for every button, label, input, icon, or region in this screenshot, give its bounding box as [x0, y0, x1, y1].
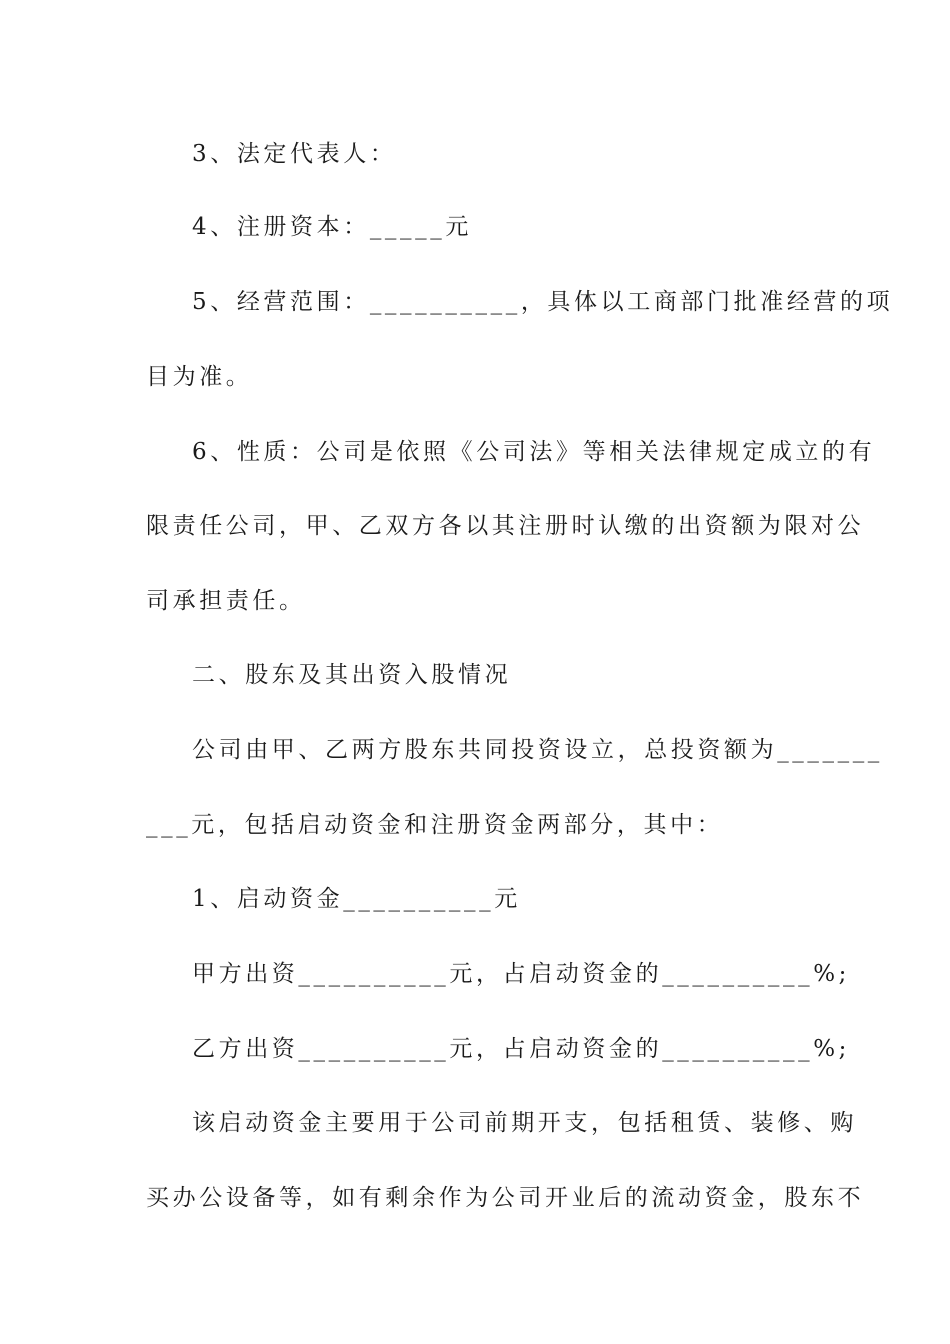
clause-business-scope-line-1: 5、经营范围：__________，具体以工商部门批准经营的项: [192, 289, 894, 315]
clause-nature-line-1: 6、性质：公司是依照《公司法》等相关法律规定成立的有: [192, 439, 876, 465]
paragraph-total-investment-line-2: ___元，包括启动资金和注册资金两部分，其中：: [146, 812, 724, 838]
clause-nature-line-3: 司承担责任。: [146, 588, 306, 614]
section-heading-shareholders: 二、股东及其出资入股情况: [192, 662, 512, 688]
clause-legal-representative: 3、法定代表人：: [192, 141, 397, 167]
clause-startup-funds: 1、启动资金__________元: [192, 886, 521, 912]
clause-business-scope-line-2: 目为准。: [146, 364, 253, 390]
clause-nature-line-2: 限责任公司，甲、乙双方各以其注册时认缴的出资额为限对公: [146, 513, 865, 539]
party-b-contribution: 乙方出资__________元，占启动资金的__________%;: [192, 1036, 851, 1062]
paragraph-startup-usage-line-1: 该启动资金主要用于公司前期开支，包括租赁、装修、购: [192, 1110, 857, 1136]
clause-registered-capital: 4、注册资本：_____元: [192, 214, 472, 240]
paragraph-startup-usage-line-2: 买办公设备等，如有剩余作为公司开业后的流动资金，股东不: [146, 1185, 865, 1211]
paragraph-total-investment-line-1: 公司由甲、乙两方股东共同投资设立，总投资额为_______: [192, 737, 883, 763]
party-a-contribution: 甲方出资__________元，占启动资金的__________%;: [192, 961, 851, 987]
